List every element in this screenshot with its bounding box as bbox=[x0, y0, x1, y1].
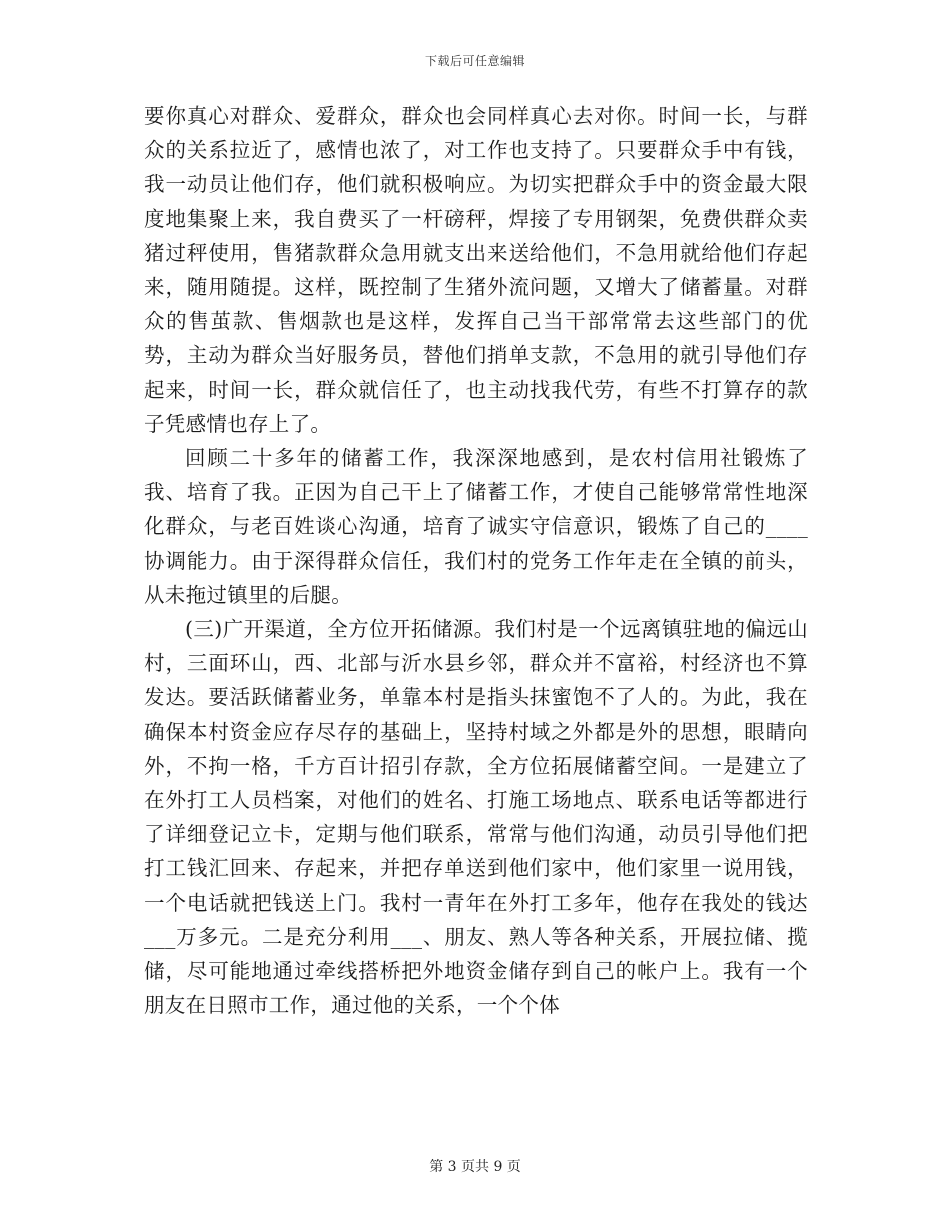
body-paragraph-3: (三)广开渠道，全方位开拓储源。我们村是一个远离镇驻地的偏远山村，三面环山，西、北部与沂水县乡邻，群众并不富裕，村经济也不算发达。要活跃储蓄业务，单靠本村是指头抹蜜饱不了人的。为此，我在确保本村资金应存尽存的基础上，坚持村域之外都是外的思想，眼睛向外，不拘一格，千方百计招引存款，全方位拓展储蓄空间。一是建立了在外打工人员档案，对他们的姓名、打施工场地点、联系电话等都进行了详细登记立卡，定期与他们联系，常常与他们沟通，动员引导他们把打工钱汇回来、存起来，并把存单送到他们家中，他们家里一说用钱，一个电话就把钱送上门。我村一青年在外打工多年，他存在我处的钱达___万多元。二是充分利用___、朋友、熟人等各种关系，开展拉储、揽储，尽可能地通过牵线搭桥把外地资金储存到自己的帐户上。我有一个朋友在日照市工作，通过他的关系，一个个体 bbox=[144, 617, 808, 1018]
body-paragraph-1: 要你真心对群众、爱群众，群众也会同样真心去对你。时间一长，与群众的关系拉近了，感情也浓了，对工作也支持了。只要群众手中有钱，我一动员让他们存，他们就积极响应。为切实把群众手中的资金最大限度地集聚上来，我自费买了一杆磅秤，焊接了专用钢架，免费供群众卖猪过秤使用，售猪款群众急用就支出来送给他们，不急用就给他们存起来，随用随提。这样，既控制了生猪外流问题，又增大了储蓄量。对群众的售茧款、售烟款也是这样，发挥自己当干部常常去这些部门的优势，主动为群众当好服务员，替他们捎单支款，不急用的就引导他们存起来，时间一长，群众就信任了，也主动找我代劳，有些不打算存的款子凭感情也存上了。 bbox=[144, 104, 808, 436]
document-body bbox=[144, 99, 808, 1022]
body-paragraph-2: 回顾二十多年的储蓄工作，我深深地感到，是农村信用社锻炼了我、培育了我。正因为自己干上了储蓄工作，才使自己能够常常性地深化群众，与老百姓谈心沟通，培育了诚实守信意识，锻炼了自己的____协调能力。由于深得群众信任，我们村的党务工作年走在全镇的前头，从未拖过镇里的后腿。 bbox=[144, 446, 808, 607]
page-header: 下载后可任意编辑 bbox=[424, 54, 525, 68]
page-footer: 第 3 页共 9 页 bbox=[429, 1159, 521, 1175]
